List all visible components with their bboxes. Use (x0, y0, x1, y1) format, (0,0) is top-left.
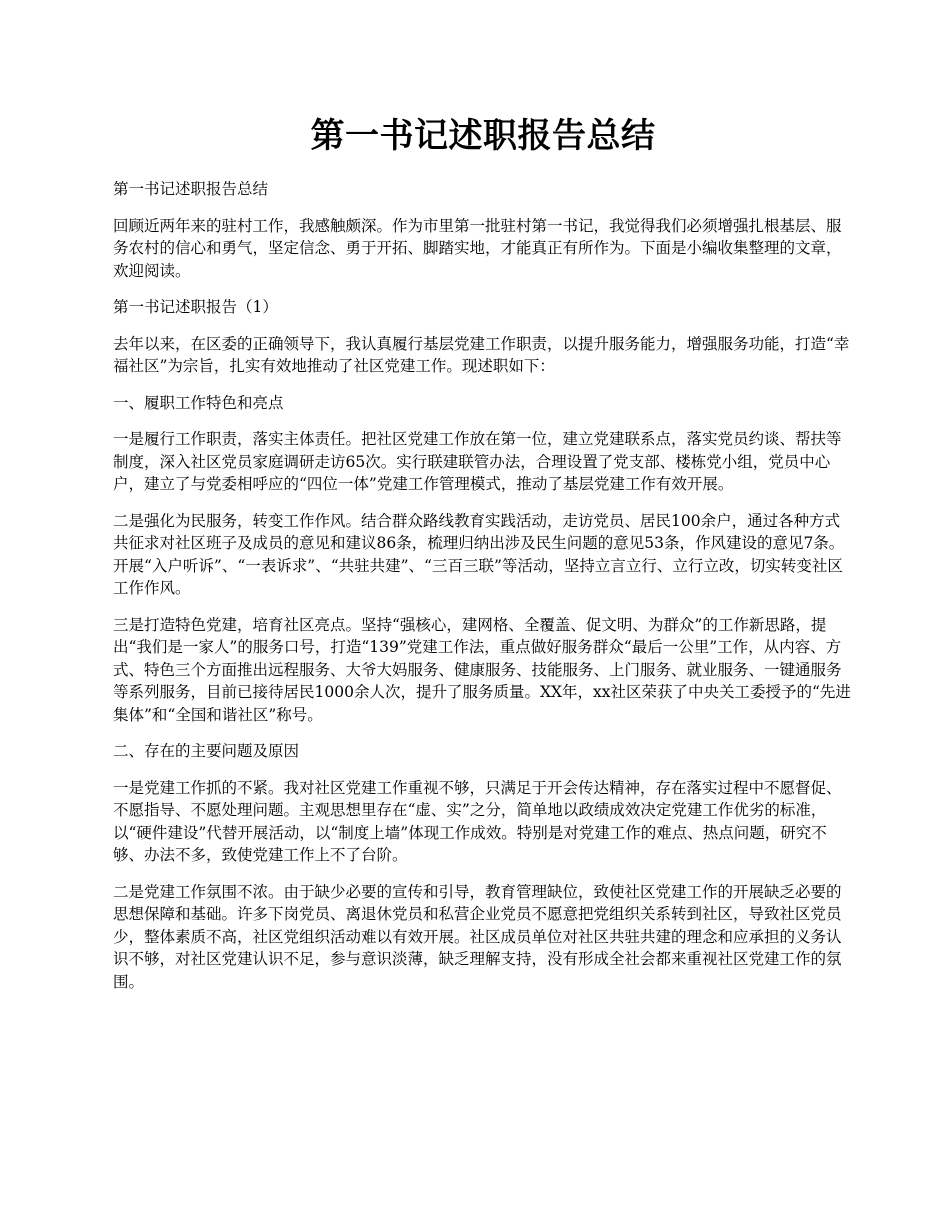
document-subtitle: 第一书记述职报告总结 (113, 180, 269, 198)
section-heading-problems: 二、存在的主要问题及原因 (113, 742, 300, 760)
body-paragraph: 一是履行工作职责，落实主体责任。把社区党建工作放在第一位，建立党建联系点，落实党员约谈、帮扶等制度，深入社区党员家庭调研走访65次。实行联建联管办法，合理设置了党支部、楼栋党小组，党员中心户，建立了与党委相呼应的“四位一体”党建工作管理模式，推动了基层党建工作有效开展。 (113, 430, 842, 493)
report-opening-paragraph: 去年以来，在区委的正确领导下，我认真履行基层党建工作职责，以提升服务能力，增强服务功能，打造“幸福社区”为宗旨，扎实有效地推动了社区党建工作。现述职如下： (113, 334, 850, 375)
body-paragraph: 一是党建工作抓的不紧。我对社区党建工作重视不够，只满足于开会传达精神，存在落实过程中不愿督促、不愿指导、不愿处理问题。主观思想里存在“虚、实”之分，简单地以政绩成效决定党建工作优劣的标准，以“硬件建设”代替开展活动，以“制度上墙”体现工作成效。特别是对党建工作的难点、热点问题，研究不够、办法不多，致使党建工作上不了台阶。 (113, 778, 842, 864)
document-page (113, 108, 853, 1007)
intro-paragraph: 回顾近两年来的驻村工作，我感触颇深。作为市里第一批驻村第一书记，我觉得我们必须增强扎根基层、服务农村的信心和勇气，坚定信念、勇于开拓、脚踏实地，才能真正有所作为。下面是小编收集整理的文章，欢迎阅读。 (113, 216, 842, 280)
report-heading: 第一书记述职报告（1） (113, 298, 278, 316)
body-paragraph: 二是强化为民服务，转变工作作风。结合群众路线教育实践活动，走访党员、居民100余户，通过各种方式共征求对社区班子及成员的意见和建议86条，梳理归纳出涉及民生问题的意见53条，作风建设的意见7条。开展“入户听诉”、“一表诉求”、“共驻共建”、“三百三联”等活动，坚持立言立行、立行立改，切实转变社区工作作风。 (113, 511, 845, 597)
body-paragraph: 三是打造特色党建，培育社区亮点。坚持“强核心，建网格、全覆盖、促文明、为群众”的工作新思路，提出“我们是一家人”的服务口号，打造“139”党建工作法，重点做好服务群众“最后一公里”工作，从内容、方式、特色三个方面推出远程服务、大爷大妈服务、健康服务、技能服务、上门服务、就业服务、一键通服务等系列服务，目前已接待居民1000余人次，提升了服务质量。XX年，xx社区荣获了中央关工委授予的“先进集体”和“全国和谐社区”称号。 (113, 615, 851, 724)
document-title: 第一书记述职报告总结 (310, 116, 656, 156)
section-heading-highlights: 一、履职工作特色和亮点 (113, 393, 284, 412)
body-paragraph: 二是党建工作氛围不浓。由于缺少必要的宣传和引导，教育管理缺位，致使社区党建工作的开展缺乏必要的思想保障和基础。许多下岗党员、离退休党员和私营企业党员不愿意把党组织关系转到社区，导致社区党员少，整体素质不高，社区党组织活动难以有效开展。社区成员单位对社区共驻共建的理念和应承担的义务认识不够，对社区党建认识不足，参与意识淡薄，缺乏理解支持，没有形成全社会都来重视社区党建工作的氛围。 (113, 882, 842, 991)
